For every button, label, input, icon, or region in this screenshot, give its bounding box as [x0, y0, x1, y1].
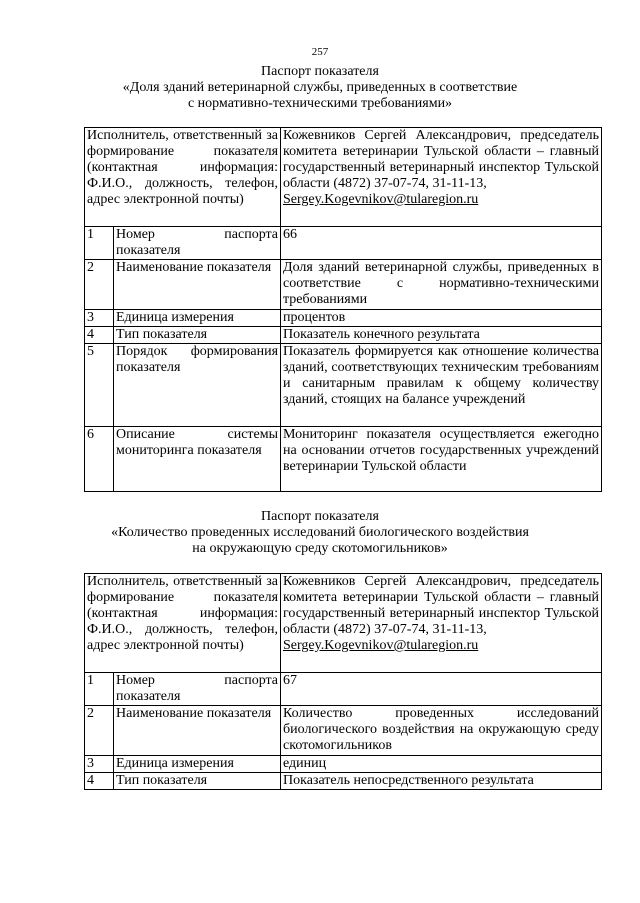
row-label: Порядок формирования показателя	[114, 344, 281, 427]
row-number: 6	[85, 427, 114, 492]
row-number: 1	[85, 227, 114, 260]
row-value: Мониторинг показателя осуществляется ежегодно на основании отчетов государственных учреждений ветеринарии Тульской области	[281, 427, 602, 492]
table-row	[85, 128, 602, 227]
title-line: с нормативно-техническими требованиями»	[187, 96, 453, 111]
title-line: Паспорт показателя	[261, 64, 379, 79]
row-label: Описание системы мониторинга показателя	[114, 427, 281, 492]
row-value: единиц	[281, 756, 602, 773]
passport-table-66	[84, 127, 602, 492]
table-row	[85, 773, 602, 790]
row-label: Единица измерения	[114, 310, 281, 327]
row-number: 3	[85, 310, 114, 327]
table-row	[85, 260, 602, 310]
row-number: 2	[85, 706, 114, 756]
passport-title-67	[0, 509, 640, 557]
row-label: Тип показателя	[114, 327, 281, 344]
row-label: Номер паспорта показателя	[114, 227, 281, 260]
table-row	[85, 756, 602, 773]
table-row	[85, 427, 602, 492]
row-value: Показатель непосредственного результата	[281, 773, 602, 790]
row-value: 66	[281, 227, 602, 260]
executor-value: Кожевников Сергей Александрович, председатель комитета ветеринарии Тульской области – главный государственный ветеринарный инспектор Тульской области (4872) 37-07-74, 31-11-13,	[283, 128, 600, 191]
table-row	[85, 673, 602, 706]
title-line: Паспорт показателя	[261, 509, 379, 524]
title-line: на окружающую среду скотомогильников»	[192, 541, 448, 556]
table-row	[85, 706, 602, 756]
page-number: 257	[311, 46, 329, 58]
row-value: Количество проведенных исследований биологического воздействия на окружающую среду скотомогильников	[281, 706, 602, 756]
row-number: 4	[85, 773, 114, 790]
row-label: Наименование показателя	[114, 706, 281, 756]
executor-cell	[281, 574, 602, 673]
table-row	[85, 227, 602, 260]
table-row	[85, 344, 602, 427]
executor-email-link[interactable]: Sergey.Kogevnikov@tularegion.ru	[283, 638, 479, 653]
row-value: Показатель конечного результата	[281, 327, 602, 344]
passport-title-66	[0, 64, 640, 112]
row-number: 5	[85, 344, 114, 427]
table-row	[85, 574, 602, 673]
row-value: 67	[281, 673, 602, 706]
title-line: «Количество проведенных исследований биологического воздействия	[111, 525, 529, 540]
row-value: Доля зданий ветеринарной службы, приведенных в соответствие с нормативно-техническими требованиями	[281, 260, 602, 310]
passport-table-67	[84, 573, 602, 790]
table-row	[85, 327, 602, 344]
row-value: Показатель формируется как отношение количества зданий, соответствующих техническим требованиям и санитарным правилам к общему количеству зданий, стоящих на балансе учреждений	[281, 344, 602, 427]
executor-cell	[281, 128, 602, 227]
row-number: 1	[85, 673, 114, 706]
row-label: Тип показателя	[114, 773, 281, 790]
executor-label: Исполнитель, ответственный за формирование показателя (контактная информация: Ф.И.О., должность, телефон, адрес электронной почты)	[85, 128, 281, 227]
table-row	[85, 310, 602, 327]
title-line: «Доля зданий ветеринарной службы, приведенных в соответствие	[122, 80, 518, 95]
row-number: 2	[85, 260, 114, 310]
executor-label: Исполнитель, ответственный за формирование показателя (контактная информация: Ф.И.О., должность, телефон, адрес электронной почты)	[85, 574, 281, 673]
row-number: 3	[85, 756, 114, 773]
executor-value: Кожевников Сергей Александрович, председатель комитета ветеринарии Тульской области – главный государственный ветеринарный инспектор Тульской области (4872) 37-07-74, 31-11-13,	[283, 574, 600, 637]
row-label: Номер паспорта показателя	[114, 673, 281, 706]
row-number: 4	[85, 327, 114, 344]
executor-email-link[interactable]: Sergey.Kogevnikov@tularegion.ru	[283, 192, 479, 207]
row-value: процентов	[281, 310, 602, 327]
row-label: Наименование показателя	[114, 260, 281, 310]
row-label: Единица измерения	[114, 756, 281, 773]
